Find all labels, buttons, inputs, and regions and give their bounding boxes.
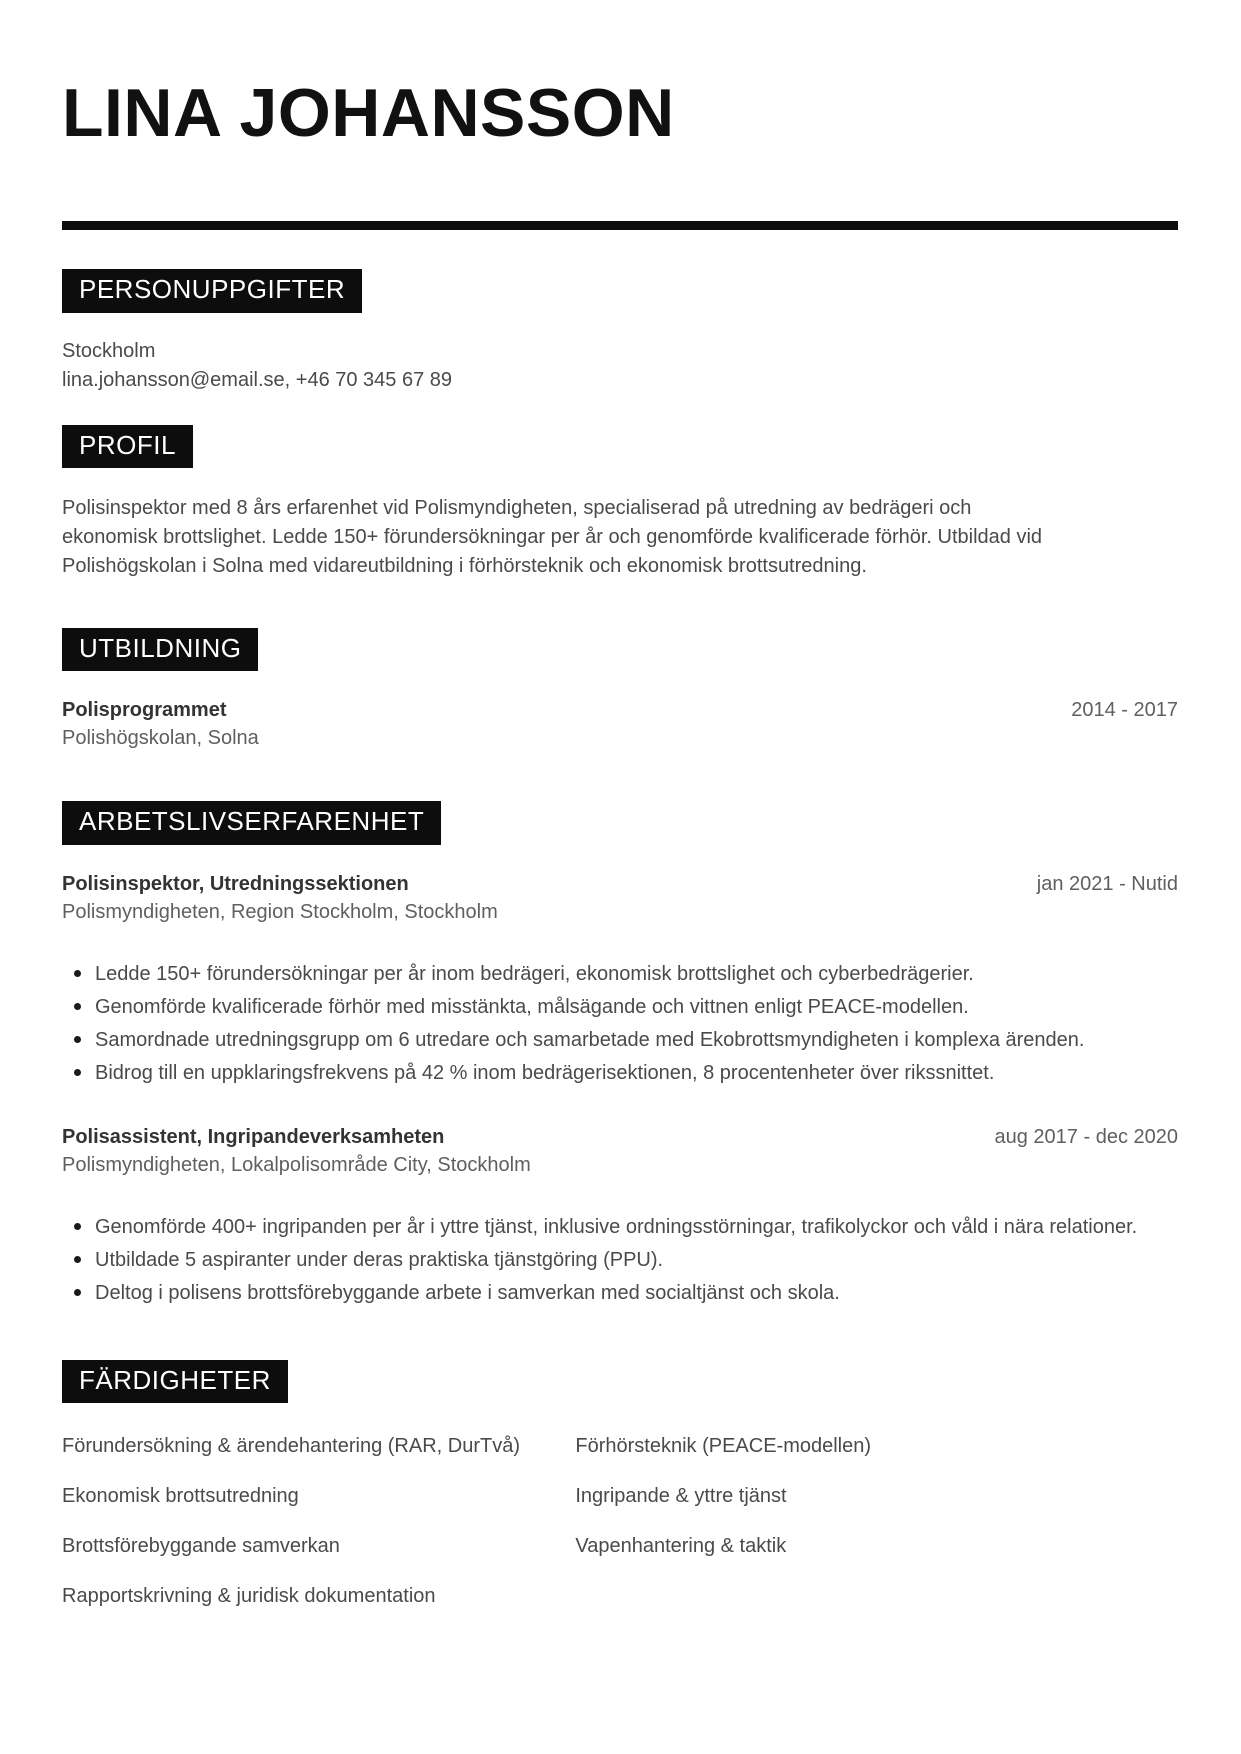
education-entry bbox=[62, 697, 1178, 751]
section-heading-profile: PROFIL bbox=[62, 425, 193, 468]
job-bullet: Ledde 150+ förundersökningar per år inom bedrägeri, ekonomisk brottslighet och cyberbedrägerier. bbox=[62, 959, 1178, 989]
job-bullet-list bbox=[62, 1212, 1178, 1308]
experience-entry-head bbox=[62, 1124, 1178, 1150]
location-text: Stockholm bbox=[62, 339, 156, 362]
skill-item: Vapenhantering & taktik bbox=[575, 1534, 787, 1557]
skill-item: Förhörsteknik (PEACE-modellen) bbox=[575, 1434, 872, 1457]
experience-entry-head bbox=[62, 871, 1178, 897]
section-heading-education: UTBILDNING bbox=[62, 628, 258, 671]
section-heading-skills: FÄRDIGHETER bbox=[62, 1360, 288, 1403]
section-heading-personal: PERSONUPPGIFTER bbox=[62, 269, 362, 312]
job-bullet: Utbildade 5 aspiranter under deras praktiska tjänstgöring (PPU). bbox=[62, 1245, 1178, 1275]
skill-item: Rapportskrivning & juridisk dokumentation bbox=[62, 1584, 436, 1607]
skill-item: Förundersökning & ärendehantering (RAR, DurTvå) bbox=[62, 1434, 520, 1457]
job-bullet: Samordnade utredningsgrupp om 6 utredare och samarbetade med Ekobrottsmyndigheten i komplexa ärenden. bbox=[62, 1025, 1178, 1055]
job-dates: jan 2021 - Nutid bbox=[1036, 872, 1178, 895]
job-bullet: Bidrog till en uppklaringsfrekvens på 42 % inom bedrägerisektionen, 8 procentenheter över rikssnittet. bbox=[62, 1058, 1178, 1088]
job-title: Polisassistent, Ingripandeverksamheten bbox=[62, 1125, 445, 1148]
section-heading-experience: ARBETSLIVSERFARENHET bbox=[62, 801, 441, 844]
section-experience bbox=[62, 801, 1178, 1307]
job-bullet: Genomförde 400+ ingripanden per år i yttre tjänst, inklusive ordningsstörningar, trafikolyckor och våld i nära relationer. bbox=[62, 1212, 1178, 1242]
education-dates: 2014 - 2017 bbox=[1071, 699, 1178, 722]
section-profile bbox=[62, 425, 1178, 581]
job-dates: aug 2017 - dec 2020 bbox=[994, 1125, 1178, 1148]
section-education bbox=[62, 628, 1178, 751]
job-bullet: Deltog i polisens brottsförebyggande arbete i samverkan med socialtjänst och skola. bbox=[62, 1278, 1178, 1308]
skills-grid bbox=[62, 1433, 1178, 1633]
experience-entry bbox=[62, 871, 1178, 1088]
contact-block bbox=[62, 337, 1178, 395]
education-institution: Polishögskolan, Solna bbox=[62, 727, 259, 750]
education-title: Polisprogrammet bbox=[62, 699, 227, 722]
contact-text: lina.johansson@email.se, +46 70 345 67 89 bbox=[62, 368, 453, 391]
experience-entry bbox=[62, 1124, 1178, 1308]
job-bullet: Genomförde kvalificerade förhör med misstänkta, målsägande och vittnen enligt PEACE-modellen. bbox=[62, 992, 1178, 1022]
education-entry-head bbox=[62, 697, 1178, 723]
section-personal bbox=[62, 269, 1178, 394]
job-organization: Polismyndigheten, Lokalpolisområde City, Stockholm bbox=[62, 1153, 531, 1176]
skills-column-left bbox=[62, 1433, 575, 1633]
page-title: LINA JOHANSSON bbox=[62, 75, 675, 151]
job-bullet-list bbox=[62, 959, 1178, 1088]
header-divider bbox=[62, 221, 1178, 230]
profile-summary: Polisinspektor med 8 års erfarenhet vid Polismyndigheten, specialiserad på utredning av bedrägeri och ekonomisk brottslighet. Ledde 150+ förundersökningar per år och genomförde kvalificerade förhör. Utbildad vid Polishögskolan i Solna med vidareutbildning i förhörsteknik och ekonomisk brottsutredning. bbox=[62, 496, 1043, 577]
skill-item: Brottsförebyggande samverkan bbox=[62, 1534, 340, 1557]
skill-item: Ekonomisk brottsutredning bbox=[62, 1484, 299, 1507]
skill-item: Ingripande & yttre tjänst bbox=[575, 1484, 787, 1507]
job-title: Polisinspektor, Utredningssektionen bbox=[62, 872, 409, 895]
job-organization: Polismyndigheten, Region Stockholm, Stockholm bbox=[62, 900, 498, 923]
section-skills bbox=[62, 1360, 1178, 1633]
skills-column-right bbox=[575, 1433, 1178, 1633]
